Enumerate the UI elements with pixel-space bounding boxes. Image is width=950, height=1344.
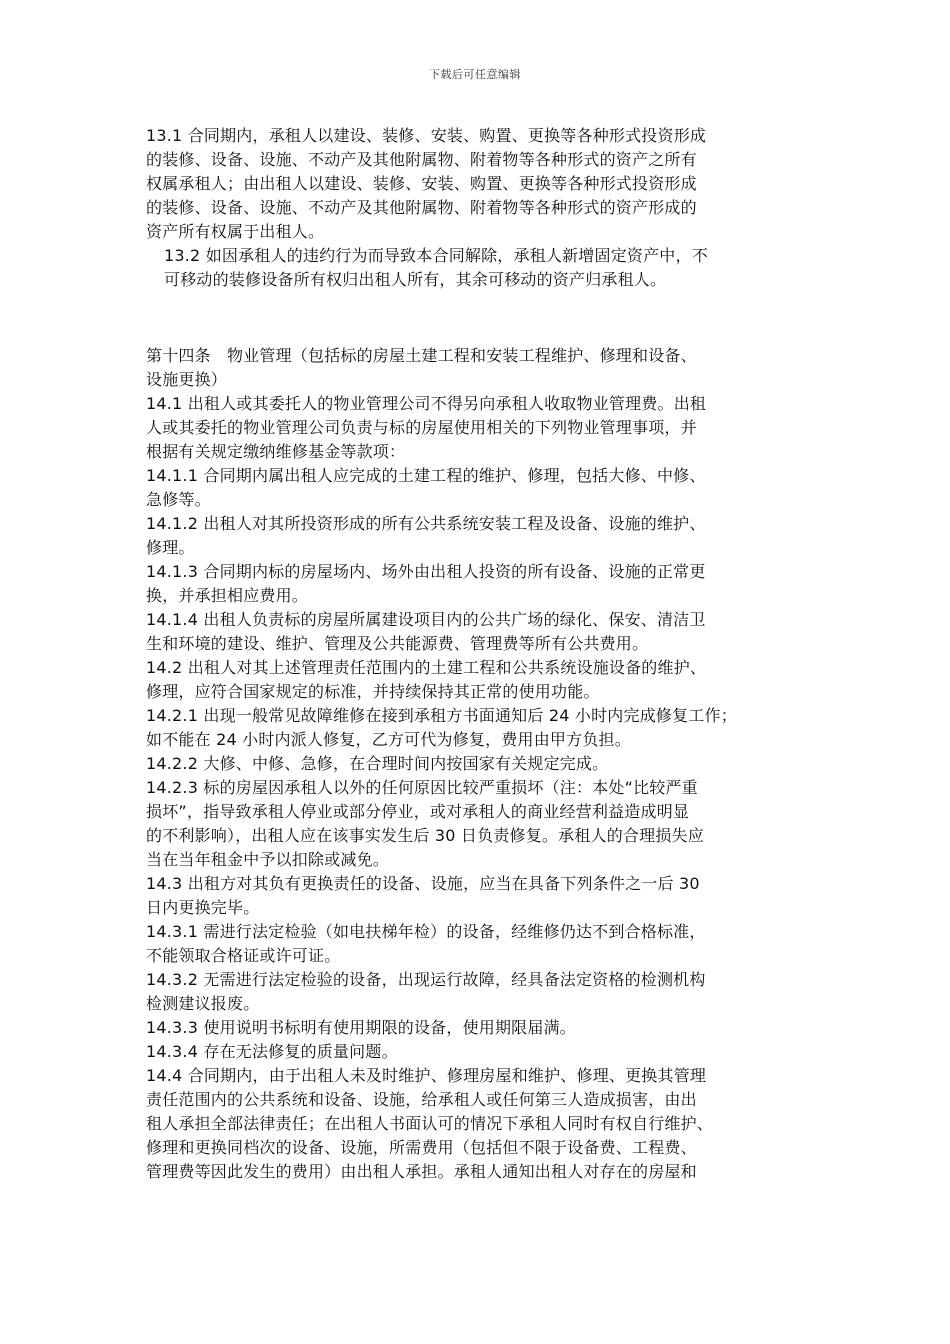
text-line: 14.1 出租人或其委托人的物业管理公司不得另向承租人收取物业管理费。出租 [146, 394, 707, 413]
clause-13-2 [146, 244, 816, 292]
text-line: 14.1.4 出租人负责标的房屋所属建设项目内的公共广场的绿化、保安、清洁卫 [146, 610, 706, 629]
text-line: 急修等。 [146, 490, 211, 509]
text-line: 14.1.1 合同期内属出租人应完成的土建工程的维护、修理，包括大修、中修、 [146, 466, 706, 485]
text-line: 14.2 出租人对其上述管理责任范围内的土建工程和公共系统设施设备的维护、 [146, 658, 707, 677]
text-line: 14.1.2 出租人对其所投资形成的所有公共系统安装工程及设备、设施的维护、 [146, 514, 706, 533]
text-line: 14.2.2 大修、中修、急修，在合理时间内按国家有关规定完成。 [146, 754, 609, 773]
text-line: 检测建议报废。 [146, 994, 260, 1013]
text-line: 修理和更换同档次的设备、设施，所需费用（包括但不限于设备费、工程费、 [146, 1138, 697, 1157]
text-line: 当在当年租金中予以扣除或减免。 [146, 850, 390, 869]
text-line: 13.2 如因承租人的违约行为而导致本合同解除，承租人新增固定资产中，不 [164, 246, 708, 265]
text-line: 可移动的装修设备所有权归出租人所有，其余可移动的资产归承租人。 [164, 270, 667, 289]
text-line: 14.3.2 无需进行法定检验的设备，出现运行故障，经具备法定资格的检测机构 [146, 970, 706, 989]
text-line: 管理费等因此发生的费用）由出租人承担。承租人通知出租人对存在的房屋和 [146, 1162, 697, 1181]
text-line: 14.3.1 需进行法定检验（如电扶梯年检）的设备，经维修仍达不到合格标准， [146, 922, 706, 941]
text-line: 14.3.3 使用说明书标明有使用期限的设备，使用期限届满。 [146, 1018, 576, 1037]
text-line: 14.3 出租方对其负有更换责任的设备、设施，应当在具备下列条件之一后 30 [146, 874, 700, 893]
text-line: 的不利影响），出租人应在该事实发生后 30 日负责修复。承租人的合理损失应 [146, 826, 704, 845]
text-line: 生和环境的建设、维护、管理及公共能源费、管理费等所有公共费用。 [146, 634, 649, 653]
text-line: 14.4 合同期内，由于出租人未及时维护、修理房屋和维护、修理、更换其管理 [146, 1066, 707, 1085]
section-gap [146, 292, 816, 344]
text-line: 责任范围内的公共系统和设备、设施，给承租人或任何第三人造成损害，由出 [146, 1090, 697, 1109]
text-line: 14.3.4 存在无法修复的质量问题。 [146, 1042, 398, 1061]
text-line: 修理，应符合国家规定的标准，并持续保持其正常的使用功能。 [146, 682, 600, 701]
text-line: 的装修、设备、设施、不动产及其他附属物、附着物等各种形式的资产形成的 [146, 198, 697, 217]
text-line: 人或其委托的物业管理公司负责与标的房屋使用相关的下列物业管理事项，并 [146, 418, 697, 437]
text-line: 设施更换） [146, 370, 228, 389]
text-line: 权属承租人；由出租人以建设、装修、安装、购置、更换等各种形式投资形成 [146, 174, 697, 193]
text-line: 根据有关规定缴纳维修基金等款项： [146, 442, 406, 461]
text-line: 租人承担全部法律责任；在出租人书面认可的情况下承租人同时有权自行维护、 [146, 1114, 714, 1133]
document-body [146, 124, 816, 1184]
article-14 [146, 344, 816, 1184]
text-line: 14.2.3 标的房屋因承租人以外的任何原因比较严重损坏（注：本处“比较严重 [146, 778, 698, 797]
text-line: 13.1 合同期内，承租人以建设、装修、安装、购置、更换等各种形式投资形成 [146, 126, 707, 145]
text-line: 不能领取合格证或许可证。 [146, 946, 341, 965]
text-line: 资产所有权属于出租人。 [146, 222, 325, 241]
text-line: 14.1.3 合同期内标的房屋场内、场外由出租人投资的所有设备、设施的正常更 [146, 562, 706, 581]
clause-13-1 [146, 124, 816, 244]
text-line: 损坏”，指导致承租人停业或部分停业，或对承租人的商业经营利益造成明显 [146, 802, 690, 821]
page-header: 下载后可任意编辑 [429, 68, 521, 81]
text-line: 第十四条 物业管理（包括标的房屋土建工程和安装工程维护、修理和设备、 [146, 346, 697, 365]
text-line: 如不能在 24 小时内派人修复，乙方可代为修复，费用由甲方负担。 [146, 730, 631, 749]
text-line: 日内更换完毕。 [146, 898, 260, 917]
text-line: 14.2.1 出现一般常见故障维修在接到承租方书面通知后 24 小时内完成修复工作； [146, 706, 737, 725]
text-line: 换，并承担相应费用。 [146, 586, 309, 605]
text-line: 修理。 [146, 538, 195, 557]
text-line: 的装修、设备、设施、不动产及其他附属物、附着物等各种形式的资产之所有 [146, 150, 697, 169]
